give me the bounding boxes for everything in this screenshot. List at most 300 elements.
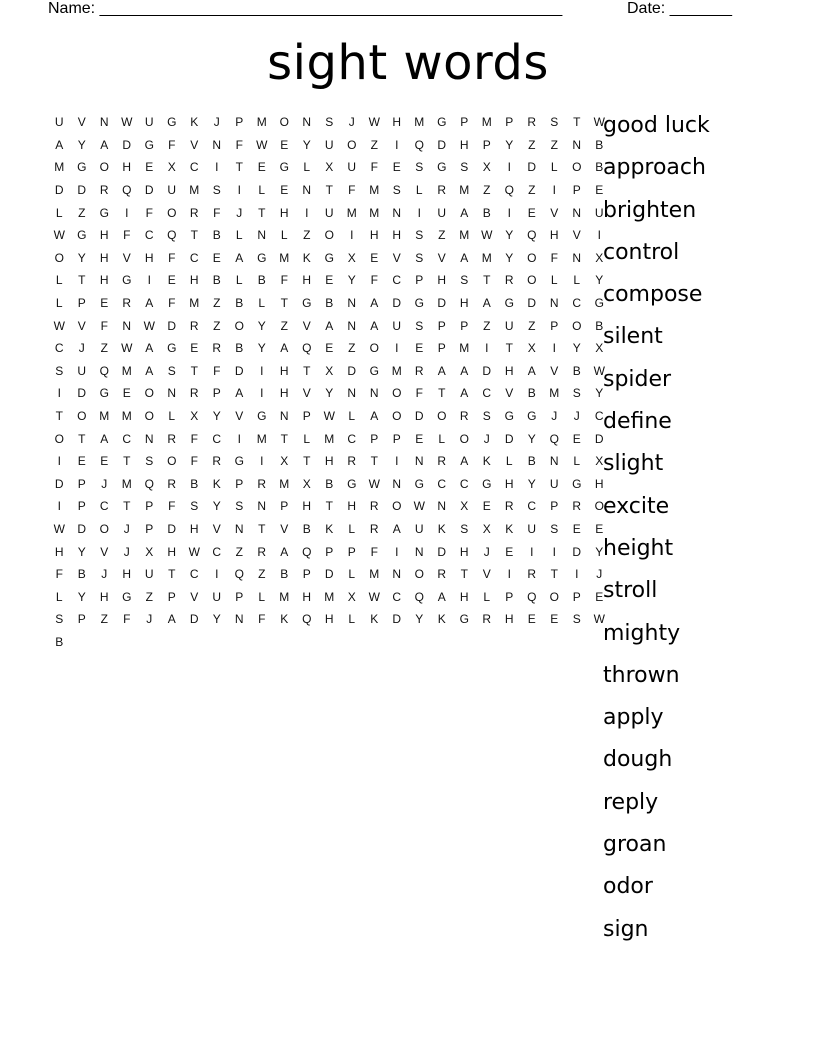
grid-cell[interactable]: Z xyxy=(528,137,536,152)
grid-cell[interactable]: S xyxy=(572,386,581,401)
grid-cell[interactable]: H xyxy=(54,544,64,559)
grid-cell[interactable]: W xyxy=(323,409,335,424)
grid-cell[interactable]: I xyxy=(395,137,399,152)
grid-cell[interactable]: P xyxy=(167,589,176,604)
grid-cell[interactable]: V xyxy=(77,318,86,333)
grid-cell[interactable]: V xyxy=(505,386,514,401)
grid-cell[interactable]: N xyxy=(572,205,582,220)
grid-cell[interactable]: I xyxy=(507,567,511,582)
grid-cell[interactable]: D xyxy=(527,296,537,311)
grid-cell[interactable]: H xyxy=(347,499,357,514)
grid-cell[interactable]: H xyxy=(189,273,199,288)
grid-cell[interactable]: D xyxy=(54,183,64,198)
grid-cell[interactable]: P xyxy=(145,521,154,536)
grid-cell[interactable]: Y xyxy=(527,431,536,446)
grid-cell[interactable]: Z xyxy=(100,612,108,627)
grid-cell[interactable]: V xyxy=(212,521,221,536)
grid-cell[interactable]: P xyxy=(325,544,334,559)
grid-cell[interactable]: V xyxy=(100,544,109,559)
grid-cell[interactable]: M xyxy=(459,341,470,356)
grid-cell[interactable]: P xyxy=(77,499,86,514)
grid-cell[interactable]: F xyxy=(370,273,378,288)
grid-cell[interactable]: Y xyxy=(505,228,514,243)
grid-cell[interactable]: B xyxy=(55,634,64,649)
grid-cell[interactable]: W xyxy=(413,499,425,514)
grid-cell[interactable]: M xyxy=(256,431,267,446)
grid-cell[interactable]: I xyxy=(57,499,61,514)
grid-cell[interactable]: J xyxy=(213,115,220,130)
grid-cell[interactable]: T xyxy=(325,499,333,514)
grid-cell[interactable]: Q xyxy=(302,341,312,356)
grid-cell[interactable]: Z xyxy=(370,137,378,152)
grid-cell[interactable]: E xyxy=(280,183,289,198)
grid-cell[interactable]: M xyxy=(189,296,200,311)
grid-cell[interactable]: V xyxy=(280,521,289,536)
grid-cell[interactable]: J xyxy=(348,115,355,130)
grid-cell[interactable]: I xyxy=(485,341,489,356)
grid-cell[interactable]: P xyxy=(415,273,424,288)
grid-cell[interactable]: F xyxy=(168,137,176,152)
grid-cell[interactable]: N xyxy=(144,431,154,446)
grid-cell[interactable]: Y xyxy=(212,499,221,514)
grid-cell[interactable]: F xyxy=(190,431,198,446)
grid-cell[interactable]: W xyxy=(121,341,133,356)
grid-cell[interactable]: V xyxy=(572,228,581,243)
grid-cell[interactable]: T xyxy=(303,454,311,469)
grid-cell[interactable]: D xyxy=(144,183,154,198)
grid-cell[interactable]: D xyxy=(77,386,87,401)
grid-cell[interactable]: D xyxy=(392,612,402,627)
grid-cell[interactable]: E xyxy=(392,160,401,175)
grid-cell[interactable]: Y xyxy=(595,273,604,288)
grid-cell[interactable]: Q xyxy=(167,228,177,243)
grid-cell[interactable]: V xyxy=(190,589,199,604)
grid-cell[interactable]: S xyxy=(460,273,469,288)
grid-cell[interactable]: D xyxy=(414,409,424,424)
grid-cell[interactable]: V xyxy=(122,250,131,265)
grid-cell[interactable]: Q xyxy=(549,431,559,446)
grid-cell[interactable]: J xyxy=(123,521,130,536)
grid-cell[interactable]: M xyxy=(369,205,380,220)
grid-cell[interactable]: F xyxy=(55,567,63,582)
grid-cell[interactable]: Q xyxy=(99,363,109,378)
grid-cell[interactable]: J xyxy=(596,567,603,582)
grid-cell[interactable]: B xyxy=(190,476,199,491)
grid-cell[interactable]: R xyxy=(414,363,424,378)
grid-cell[interactable]: D xyxy=(324,567,334,582)
grid-cell[interactable]: R xyxy=(527,567,537,582)
grid-cell[interactable]: P xyxy=(572,589,581,604)
grid-cell[interactable]: J xyxy=(483,544,490,559)
grid-cell[interactable]: Y xyxy=(572,341,581,356)
grid-cell[interactable]: E xyxy=(482,499,491,514)
grid-cell[interactable]: O xyxy=(347,137,357,152)
grid-cell[interactable]: T xyxy=(235,160,243,175)
grid-cell[interactable]: L xyxy=(55,296,63,311)
grid-cell[interactable]: U xyxy=(144,115,154,130)
grid-cell[interactable]: N xyxy=(347,296,357,311)
letter-grid[interactable] xyxy=(48,111,611,653)
grid-cell[interactable]: E xyxy=(100,454,109,469)
grid-cell[interactable]: J xyxy=(146,612,153,627)
grid-cell[interactable]: C xyxy=(189,250,199,265)
grid-cell[interactable]: V xyxy=(437,250,446,265)
grid-cell[interactable]: C xyxy=(482,386,492,401)
grid-cell[interactable]: X xyxy=(325,160,334,175)
grid-cell[interactable]: P xyxy=(505,115,514,130)
grid-cell[interactable]: O xyxy=(549,589,559,604)
grid-cell[interactable]: O xyxy=(144,409,154,424)
grid-cell[interactable]: B xyxy=(302,521,311,536)
grid-cell[interactable]: A xyxy=(280,341,289,356)
grid-cell[interactable]: F xyxy=(190,454,198,469)
grid-cell[interactable]: N xyxy=(234,612,244,627)
grid-cell[interactable]: I xyxy=(260,454,264,469)
grid-cell[interactable]: D xyxy=(527,160,537,175)
grid-cell[interactable]: E xyxy=(415,431,424,446)
grid-cell[interactable]: F xyxy=(370,544,378,559)
grid-cell[interactable]: S xyxy=(415,250,424,265)
grid-cell[interactable]: A xyxy=(145,296,154,311)
grid-cell[interactable]: O xyxy=(167,454,177,469)
grid-cell[interactable]: N xyxy=(347,386,357,401)
grid-cell[interactable]: Z xyxy=(213,318,221,333)
grid-cell[interactable]: V xyxy=(190,137,199,152)
grid-cell[interactable]: B xyxy=(325,296,334,311)
grid-cell[interactable]: A xyxy=(100,137,109,152)
grid-cell[interactable]: U xyxy=(527,521,537,536)
grid-cell[interactable]: Z xyxy=(303,228,311,243)
grid-cell[interactable]: R xyxy=(459,409,469,424)
grid-cell[interactable]: B xyxy=(527,454,536,469)
grid-cell[interactable]: W xyxy=(368,476,380,491)
grid-cell[interactable]: K xyxy=(482,454,491,469)
grid-cell[interactable]: S xyxy=(550,115,559,130)
grid-cell[interactable]: E xyxy=(595,183,604,198)
grid-cell[interactable]: G xyxy=(437,115,447,130)
grid-cell[interactable]: W xyxy=(368,115,380,130)
grid-cell[interactable]: V xyxy=(392,250,401,265)
grid-cell[interactable]: Z xyxy=(280,318,288,333)
grid-cell[interactable]: I xyxy=(305,205,309,220)
grid-cell[interactable]: E xyxy=(595,521,604,536)
grid-cell[interactable]: X xyxy=(280,454,289,469)
grid-cell[interactable]: I xyxy=(575,567,579,582)
grid-cell[interactable]: B xyxy=(482,205,491,220)
grid-cell[interactable]: D xyxy=(167,318,177,333)
grid-cell[interactable]: L xyxy=(168,409,176,424)
grid-cell[interactable]: S xyxy=(572,612,581,627)
grid-cell[interactable]: Y xyxy=(77,589,86,604)
grid-cell[interactable]: T xyxy=(280,431,288,446)
grid-cell[interactable]: A xyxy=(55,137,64,152)
grid-cell[interactable]: G xyxy=(122,589,132,604)
grid-cell[interactable]: L xyxy=(258,589,266,604)
grid-cell[interactable]: P xyxy=(302,567,311,582)
grid-cell[interactable]: A xyxy=(370,409,379,424)
grid-cell[interactable]: X xyxy=(347,589,356,604)
grid-cell[interactable]: A xyxy=(460,363,469,378)
grid-cell[interactable]: T xyxy=(190,363,198,378)
grid-cell[interactable]: R xyxy=(212,341,222,356)
grid-cell[interactable]: N xyxy=(437,499,447,514)
grid-cell[interactable]: H xyxy=(144,250,154,265)
grid-cell[interactable]: G xyxy=(527,409,537,424)
grid-cell[interactable]: B xyxy=(325,476,334,491)
grid-cell[interactable]: I xyxy=(395,454,399,469)
grid-cell[interactable]: N xyxy=(392,205,402,220)
grid-cell[interactable]: G xyxy=(302,296,312,311)
grid-cell[interactable]: Y xyxy=(505,250,514,265)
grid-cell[interactable]: O xyxy=(234,318,244,333)
grid-cell[interactable]: Y xyxy=(212,612,221,627)
grid-cell[interactable]: A xyxy=(325,318,334,333)
grid-cell[interactable]: M xyxy=(549,386,560,401)
grid-cell[interactable]: E xyxy=(527,205,536,220)
grid-cell[interactable]: D xyxy=(437,544,447,559)
grid-cell[interactable]: N xyxy=(549,296,559,311)
grid-cell[interactable]: Q xyxy=(414,589,424,604)
grid-cell[interactable]: H xyxy=(279,386,289,401)
grid-cell[interactable]: W xyxy=(143,318,155,333)
grid-cell[interactable]: D xyxy=(594,431,604,446)
grid-cell[interactable]: H xyxy=(459,137,469,152)
grid-cell[interactable]: P xyxy=(550,499,559,514)
grid-cell[interactable]: O xyxy=(324,228,334,243)
grid-cell[interactable]: E xyxy=(122,386,131,401)
grid-cell[interactable]: J xyxy=(551,409,558,424)
grid-cell[interactable]: I xyxy=(260,363,264,378)
grid-cell[interactable]: H xyxy=(369,228,379,243)
grid-cell[interactable]: U xyxy=(549,476,559,491)
grid-cell[interactable]: N xyxy=(302,115,312,130)
grid-cell[interactable]: A xyxy=(437,363,446,378)
grid-cell[interactable]: W xyxy=(53,228,65,243)
grid-cell[interactable]: A xyxy=(460,386,469,401)
grid-cell[interactable]: H xyxy=(122,567,132,582)
grid-cell[interactable]: B xyxy=(280,567,289,582)
grid-cell[interactable]: M xyxy=(324,589,335,604)
grid-cell[interactable]: Z xyxy=(483,183,491,198)
grid-cell[interactable]: T xyxy=(190,228,198,243)
grid-cell[interactable]: B xyxy=(595,137,604,152)
grid-cell[interactable]: U xyxy=(54,115,64,130)
grid-cell[interactable]: U xyxy=(324,137,334,152)
grid-cell[interactable]: T xyxy=(55,409,63,424)
grid-cell[interactable]: E xyxy=(190,341,199,356)
grid-cell[interactable]: O xyxy=(54,431,64,446)
grid-cell[interactable]: F xyxy=(258,612,266,627)
grid-cell[interactable]: Y xyxy=(505,137,514,152)
grid-cell[interactable]: I xyxy=(215,567,219,582)
grid-cell[interactable]: Q xyxy=(414,137,424,152)
grid-cell[interactable]: W xyxy=(593,115,605,130)
grid-cell[interactable]: R xyxy=(347,454,357,469)
grid-cell[interactable]: E xyxy=(167,273,176,288)
grid-cell[interactable]: K xyxy=(437,521,446,536)
grid-cell[interactable]: E xyxy=(77,454,86,469)
grid-cell[interactable]: B xyxy=(572,363,581,378)
grid-cell[interactable]: Z xyxy=(145,589,153,604)
grid-cell[interactable]: P xyxy=(212,386,221,401)
grid-cell[interactable]: Y xyxy=(415,612,424,627)
grid-cell[interactable]: N xyxy=(122,318,132,333)
grid-cell[interactable]: H xyxy=(122,160,132,175)
grid-cell[interactable]: N xyxy=(369,386,379,401)
grid-cell[interactable]: B xyxy=(212,228,221,243)
grid-cell[interactable]: O xyxy=(54,250,64,265)
grid-cell[interactable]: W xyxy=(481,228,493,243)
grid-cell[interactable]: M xyxy=(369,183,380,198)
grid-cell[interactable]: Y xyxy=(527,476,536,491)
grid-cell[interactable]: I xyxy=(125,205,129,220)
grid-cell[interactable]: P xyxy=(550,318,559,333)
grid-cell[interactable]: Y xyxy=(77,544,86,559)
grid-cell[interactable]: S xyxy=(235,499,244,514)
grid-cell[interactable]: F xyxy=(213,363,221,378)
grid-cell[interactable]: I xyxy=(260,386,264,401)
grid-cell[interactable]: U xyxy=(414,521,424,536)
grid-cell[interactable]: A xyxy=(437,589,446,604)
grid-cell[interactable]: P xyxy=(235,589,244,604)
grid-cell[interactable]: G xyxy=(99,386,109,401)
grid-cell[interactable]: N xyxy=(167,386,177,401)
grid-cell[interactable]: Z xyxy=(235,544,243,559)
grid-cell[interactable]: I xyxy=(417,205,421,220)
grid-cell[interactable]: T xyxy=(123,499,131,514)
grid-cell[interactable]: L xyxy=(550,273,558,288)
grid-cell[interactable]: Z xyxy=(528,318,536,333)
grid-cell[interactable]: F xyxy=(145,205,153,220)
grid-cell[interactable]: L xyxy=(573,273,581,288)
grid-cell[interactable]: Z xyxy=(213,296,221,311)
grid-cell[interactable]: K xyxy=(190,115,199,130)
grid-cell[interactable]: L xyxy=(303,160,311,175)
grid-cell[interactable]: L xyxy=(573,454,581,469)
grid-cell[interactable]: A xyxy=(370,318,379,333)
grid-cell[interactable]: C xyxy=(347,431,357,446)
grid-cell[interactable]: Y xyxy=(77,137,86,152)
grid-cell[interactable]: L xyxy=(280,228,288,243)
grid-cell[interactable]: L xyxy=(55,589,63,604)
grid-cell[interactable]: L xyxy=(348,521,356,536)
grid-cell[interactable]: Y xyxy=(77,250,86,265)
grid-cell[interactable]: V xyxy=(302,318,311,333)
grid-cell[interactable]: S xyxy=(325,115,334,130)
grid-cell[interactable]: H xyxy=(504,612,514,627)
grid-cell[interactable]: G xyxy=(167,341,177,356)
grid-cell[interactable]: J xyxy=(483,431,490,446)
grid-cell[interactable]: I xyxy=(57,454,61,469)
grid-cell[interactable]: R xyxy=(482,612,492,627)
grid-cell[interactable]: G xyxy=(77,160,87,175)
grid-cell[interactable]: S xyxy=(55,363,64,378)
grid-cell[interactable]: H xyxy=(99,250,109,265)
grid-cell[interactable]: Q xyxy=(144,476,154,491)
grid-cell[interactable]: T xyxy=(303,363,311,378)
grid-cell[interactable]: S xyxy=(190,499,199,514)
grid-cell[interactable]: M xyxy=(279,250,290,265)
grid-cell[interactable]: D xyxy=(189,612,199,627)
grid-cell[interactable]: Y xyxy=(212,409,221,424)
grid-cell[interactable]: S xyxy=(55,612,64,627)
grid-cell[interactable]: M xyxy=(459,183,470,198)
grid-cell[interactable]: M xyxy=(279,589,290,604)
grid-cell[interactable]: C xyxy=(54,341,64,356)
grid-cell[interactable]: H xyxy=(189,521,199,536)
grid-cell[interactable]: O xyxy=(437,409,447,424)
grid-cell[interactable]: B xyxy=(595,318,604,333)
grid-cell[interactable]: O xyxy=(414,567,424,582)
grid-cell[interactable]: R xyxy=(504,273,514,288)
grid-cell[interactable]: P xyxy=(460,318,469,333)
grid-cell[interactable]: P xyxy=(77,476,86,491)
grid-cell[interactable]: M xyxy=(369,567,380,582)
grid-cell[interactable]: N xyxy=(99,115,109,130)
grid-cell[interactable]: F xyxy=(100,318,108,333)
grid-cell[interactable]: R xyxy=(257,544,267,559)
grid-cell[interactable]: X xyxy=(595,250,604,265)
grid-cell[interactable]: L xyxy=(235,273,243,288)
grid-cell[interactable]: G xyxy=(594,296,604,311)
grid-cell[interactable]: R xyxy=(212,454,222,469)
grid-cell[interactable]: V xyxy=(235,409,244,424)
grid-cell[interactable]: X xyxy=(302,476,311,491)
grid-cell[interactable]: T xyxy=(483,273,491,288)
grid-cell[interactable]: Q xyxy=(234,567,244,582)
grid-cell[interactable]: A xyxy=(167,612,176,627)
grid-cell[interactable]: R xyxy=(572,499,582,514)
grid-cell[interactable]: L xyxy=(303,431,311,446)
grid-cell[interactable]: H xyxy=(459,544,469,559)
grid-cell[interactable]: N xyxy=(392,567,402,582)
grid-cell[interactable]: R xyxy=(369,521,379,536)
grid-cell[interactable]: T xyxy=(438,386,446,401)
grid-cell[interactable]: T xyxy=(573,115,581,130)
grid-cell[interactable]: F xyxy=(415,386,423,401)
grid-cell[interactable]: T xyxy=(325,183,333,198)
grid-cell[interactable]: I xyxy=(237,431,241,446)
grid-cell[interactable]: U xyxy=(77,363,87,378)
grid-cell[interactable]: X xyxy=(190,409,199,424)
grid-cell[interactable]: D xyxy=(437,137,447,152)
grid-cell[interactable]: E xyxy=(572,521,581,536)
grid-cell[interactable]: K xyxy=(437,612,446,627)
grid-cell[interactable]: S xyxy=(550,521,559,536)
grid-cell[interactable]: G xyxy=(324,250,334,265)
grid-cell[interactable]: A xyxy=(527,363,536,378)
grid-cell[interactable]: L xyxy=(55,273,63,288)
grid-cell[interactable]: P xyxy=(482,137,491,152)
grid-cell[interactable]: Q xyxy=(504,183,514,198)
grid-cell[interactable]: P xyxy=(505,589,514,604)
grid-cell[interactable]: R xyxy=(167,476,177,491)
grid-cell[interactable]: E xyxy=(595,589,604,604)
grid-cell[interactable]: I xyxy=(57,386,61,401)
grid-cell[interactable]: N xyxy=(302,183,312,198)
grid-cell[interactable]: U xyxy=(504,318,514,333)
grid-cell[interactable]: M xyxy=(99,409,110,424)
grid-cell[interactable]: G xyxy=(347,476,357,491)
grid-cell[interactable]: W xyxy=(593,612,605,627)
grid-cell[interactable]: T xyxy=(258,205,266,220)
grid-cell[interactable]: O xyxy=(392,386,402,401)
grid-cell[interactable]: E xyxy=(370,250,379,265)
grid-cell[interactable]: T xyxy=(123,454,131,469)
grid-cell[interactable]: R xyxy=(257,476,267,491)
grid-cell[interactable]: I xyxy=(395,341,399,356)
grid-cell[interactable]: O xyxy=(279,115,289,130)
